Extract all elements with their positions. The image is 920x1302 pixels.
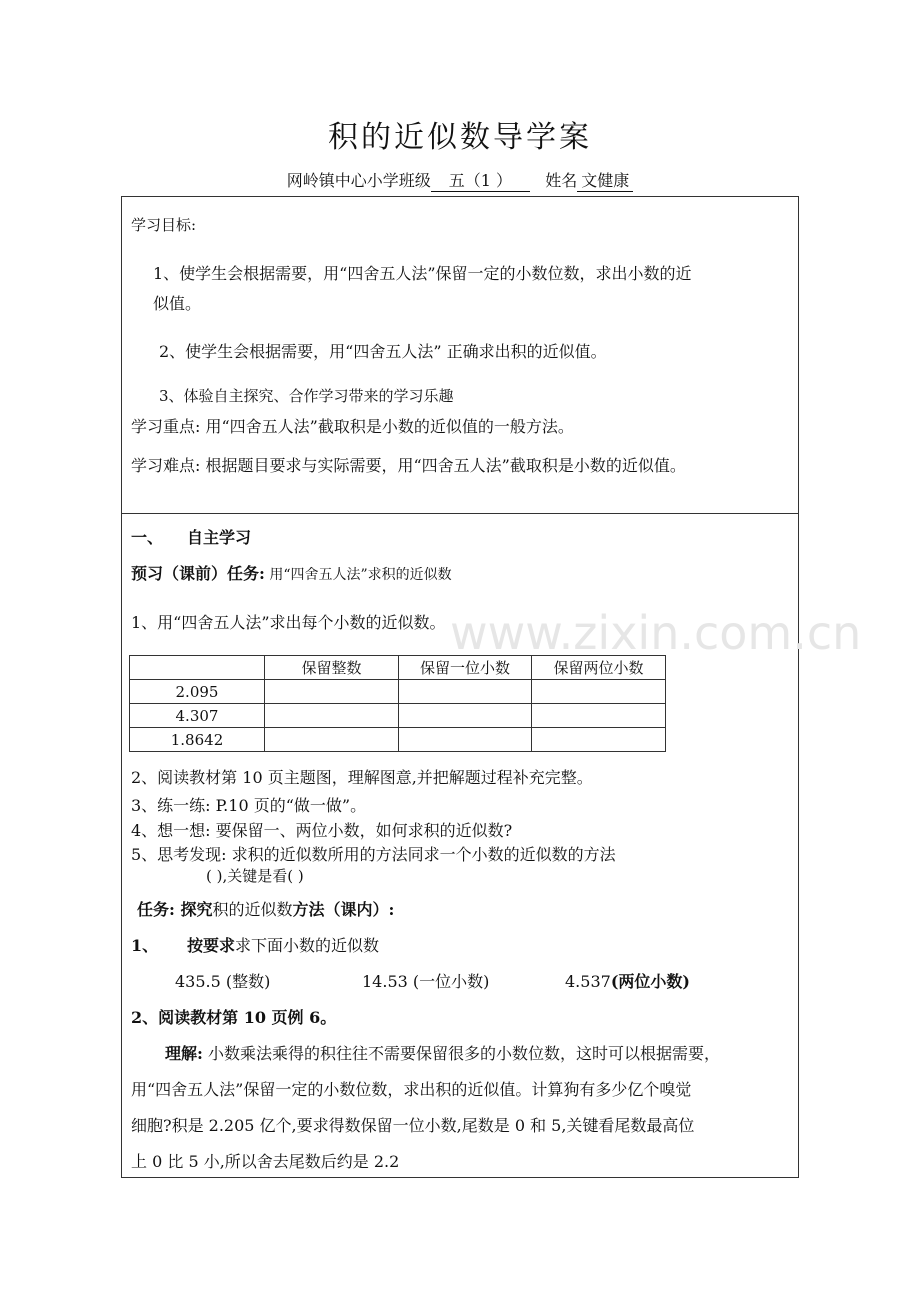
task-1-text: [187, 933, 379, 956]
table-header-row: [130, 656, 666, 680]
difficulty: 学习难点: 根据题目要求与实际需要，用“四舍五人法”截取积是小数的近似值。: [131, 456, 686, 475]
understand-line-3: 细胞?积是 2.205 亿个,要求得数保留一位小数,尾数是 0 和 5,关键看尾数最高位: [131, 1116, 695, 1135]
approximation-table: [129, 655, 666, 752]
explore-task-label: 任务: 探究: [137, 900, 213, 919]
answer-cell[interactable]: [265, 704, 399, 728]
example-2: 14.53 (一位小数): [362, 972, 490, 991]
understand-line-2: 用“四舍五人法”保留一定的小数位数，求出积的近似值。计算狗有多少亿个嗅觉: [131, 1080, 692, 1099]
header-info: [0, 168, 920, 192]
example-3-number: 4.537: [565, 972, 611, 991]
preview-task-label: 预习（课前）任务:: [131, 564, 265, 583]
name-label: 姓名: [545, 171, 578, 190]
answer-cell[interactable]: [265, 680, 399, 704]
table-row: [130, 680, 666, 704]
answer-cell[interactable]: [265, 728, 399, 752]
table-row: [130, 704, 666, 728]
question-2: 2、阅读教材第 10 页主题图，理解图意,并把解题过程补充完整。: [131, 768, 593, 787]
example-1: [175, 969, 270, 992]
understand-line-1: [165, 1041, 720, 1064]
goal-3: 3、体验自主探究、合作学习带来的学习乐趣: [159, 387, 454, 405]
answer-cell[interactable]: [399, 728, 532, 752]
question-1: 1、用“四舍五人法”求出每个小数的近似数。: [131, 613, 446, 632]
task-2: 2、阅读教材第 10 页例 6。: [131, 1008, 337, 1027]
school-class-label: 网岭镇中心小学班级: [286, 171, 431, 190]
answer-cell[interactable]: [532, 704, 666, 728]
answer-cell[interactable]: [532, 680, 666, 704]
preview-task-text: 用“四舍五人法”求积的近似数: [264, 567, 452, 583]
table-row-label: 4.307: [130, 704, 265, 728]
task-1-plain: 求下面小数的近似数: [235, 936, 380, 955]
understand-text-1: 小数乘法乘得的积往往不需要保留很多的小数位数，这时可以根据需要，: [202, 1044, 721, 1063]
answer-cell[interactable]: [399, 704, 532, 728]
section-heading: 自主学习: [187, 528, 252, 547]
question-4: 4、想一想: 要保留一、两位小数，如何求积的近似数?: [131, 821, 513, 840]
table-row-label: 1.8642: [130, 728, 265, 752]
explore-task-method: 方法（课内）:: [292, 900, 395, 919]
preview-task: [131, 561, 452, 584]
question-3: 3、练一练: P.10 页的“做一做”。: [131, 796, 367, 815]
task-1-bold: 按要求: [187, 936, 236, 955]
task-1-number: 1、: [131, 936, 159, 955]
answer-cell[interactable]: [399, 680, 532, 704]
table-row: [130, 728, 666, 752]
example-3: [565, 969, 690, 992]
name-value: 文健康: [577, 168, 633, 192]
understand-label: 理解:: [165, 1044, 203, 1063]
example-1-number: 435.5: [175, 972, 221, 991]
explore-task-topic: 积的近似数: [212, 900, 293, 919]
watermark: www.zixin.com.cn: [450, 606, 862, 660]
understand-line-4: 上 0 比 5 小,所以舍去尾数后约是 2.2: [131, 1152, 400, 1171]
question-5-blanks: ( ),关键是看( ): [206, 867, 304, 885]
goals-heading: 学习目标:: [131, 216, 197, 234]
goal-1-line-1: 1、使学生会根据需要，用“四舍五人法”保留一定的小数位数，求出小数的近: [153, 264, 692, 283]
example-1-label: (整数): [220, 972, 271, 991]
question-5: 5、思考发现: 求积的近似数所用的方法同求一个小数的近似数的方法: [131, 845, 616, 864]
table-header-cell: 保留整数: [265, 656, 399, 680]
table-row-label: 2.095: [130, 680, 265, 704]
explore-task: [137, 897, 394, 920]
section-number: 一、: [131, 528, 164, 547]
answer-cell[interactable]: [532, 728, 666, 752]
goal-1-line-2: 似值。: [153, 294, 202, 313]
table-header-cell: 保留两位小数: [532, 656, 666, 680]
goal-2: 2、使学生会根据需要，用“四舍五人法” 正确求出积的近似值。: [159, 342, 607, 361]
table-header-cell: 保留一位小数: [399, 656, 532, 680]
page-title: 积的近似数导学案: [328, 120, 592, 155]
table-header-cell: [130, 656, 265, 680]
class-value: 五（1 ）: [431, 168, 530, 192]
key-point: 学习重点: 用“四舍五人法”截取积是小数的近似值的一般方法。: [131, 417, 574, 436]
example-3-label: (两位小数): [610, 972, 690, 991]
